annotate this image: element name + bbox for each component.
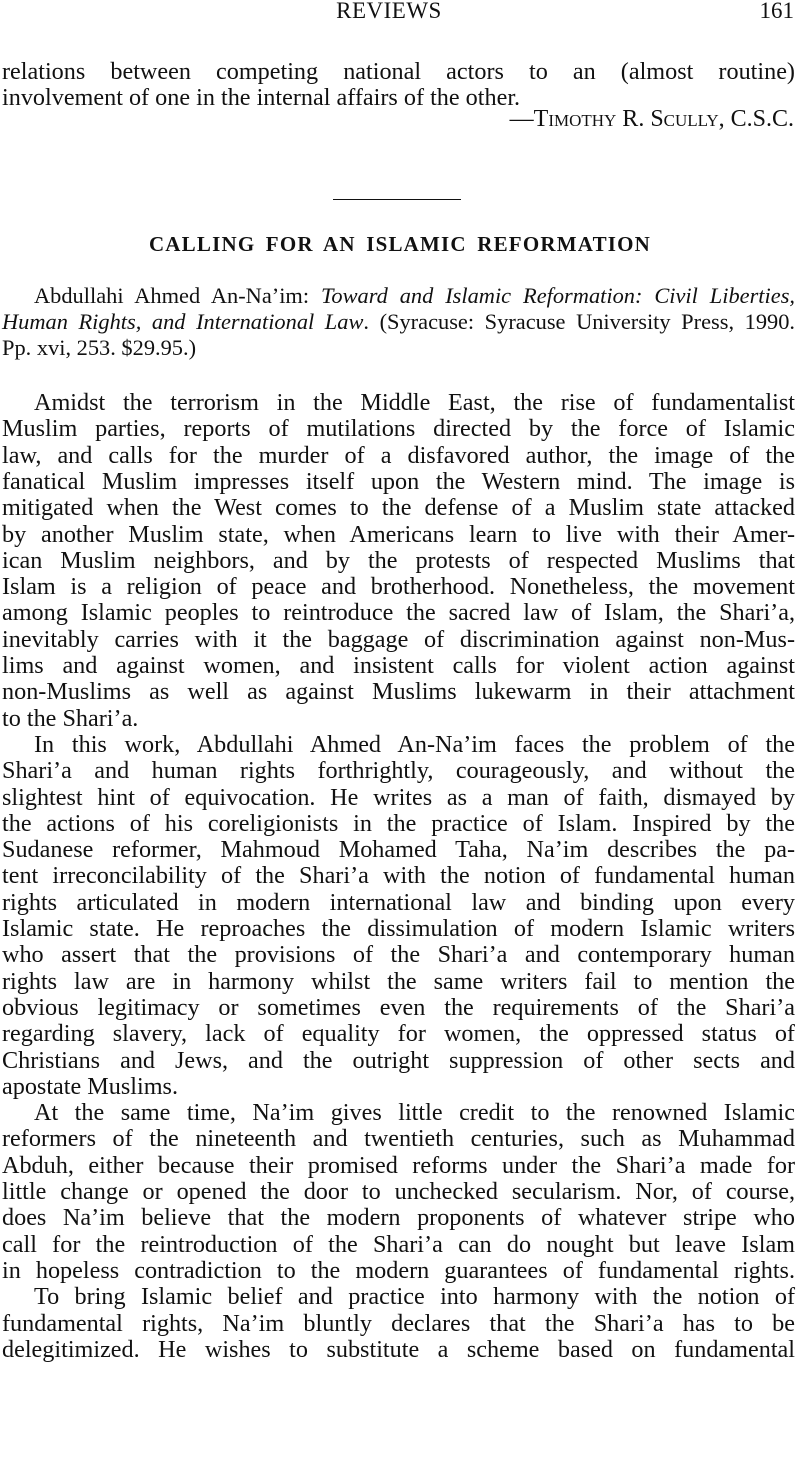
body-line: law, and calls for the murder of a disfavored author, the image of the (2, 441, 795, 469)
body-line: the actions of his coreligionists in the practice of Islam. Inspired by the (2, 809, 795, 837)
article-title: CALLING FOR AN ISLAMIC REFORMATION (148, 232, 652, 256)
body-line: tent irreconcilability of the Shari’a with the notion of fundamental human (2, 862, 795, 890)
body-line: delegitimized. He wishes to substitute a scheme based on fundamental (2, 1335, 795, 1363)
citation-line-1 (2, 283, 795, 309)
body-line: does Na’im believe that the modern proponents of whatever stripe who (2, 1204, 795, 1232)
body-line: apostate Muslims. (2, 1072, 179, 1100)
section-divider (333, 199, 461, 200)
body-line: little change or opened the door to unchecked secularism. Nor, of course, (2, 1178, 795, 1205)
body-line: call for the reintroduction of the Shari’a can do nought but leave Islam (2, 1230, 795, 1258)
body-line: lims and against women, and insistent calls for violent action against (2, 652, 795, 679)
body-line: Muslim parties, reports of mutilations directed by the force of Islamic (2, 415, 795, 443)
body-line: rights law are in harmony whilst the same writers fail to mention the (2, 967, 795, 995)
body-line: Islam is a religion of peace and brotherhood. Nonetheless, the movement (2, 573, 795, 601)
body-line: Islamic state. He reproaches the dissimulation of modern Islamic writers (2, 915, 795, 942)
body-line: Shari’a and human rights forthrightly, courageously, and without the (2, 757, 795, 785)
body-line: slightest hint of equivocation. He writes as a man of faith, dismayed by (2, 783, 795, 811)
body-line: fundamental rights, Na’im bluntly declares that the Shari’a has to be (2, 1309, 795, 1337)
page-number: 161 (759, 0, 794, 23)
body-line: reformers of the nineteenth and twentieth centuries, such as Muhammad (2, 1125, 795, 1153)
citation-book-title: Toward and Islamic Reformation: Civil Liberties, (320, 283, 795, 308)
body-line: in hopeless contradiction to the modern guarantees of fundamental rights. (2, 1256, 795, 1284)
body-line: mitigated when the West comes to the defense of a Muslim state attacked (2, 494, 795, 522)
body-line: rights articulated in modern international law and binding upon every (2, 888, 795, 916)
body-line: inevitably carries with it the baggage of discrimination against non-Mus- (2, 625, 795, 653)
reviewer-signature (510, 106, 794, 132)
citation-line-3: Pp. xvi, 253. $29.95.) (2, 335, 197, 360)
reviewer-name: Timothy R. Scully, C.S.C. (533, 106, 794, 132)
body-line: fanatical Muslim impresses itself upon the Western mind. The image is (2, 467, 795, 495)
body-line: among Islamic peoples to reintroduce the sacred law of Islam, the Shari’a, (2, 599, 795, 627)
citation-book-title-cont: Human Rights, and International Law (2, 309, 364, 334)
body-line: to the Shari’a. (2, 704, 139, 732)
body-line: At the same time, Na’im gives little credit to the renowned Islamic (34, 1099, 795, 1127)
body-line: who assert that the provisions of the Shari’a and contemporary human (2, 941, 795, 969)
signature-dash: — (509, 106, 534, 132)
body-line: regarding slavery, lack of equality for women, the oppressed status of (2, 1020, 795, 1048)
body-line: In this work, Abdullahi Ahmed An-Na’im faces the problem of the (34, 730, 795, 758)
body-line: Abduh, either because their promised reforms under the Shari’a made for (2, 1151, 795, 1179)
running-head (0, 0, 800, 24)
body-line: Christians and Jews, and the outright suppression of other sects and (2, 1046, 795, 1074)
body-line: obvious legitimacy or sometimes even the requirements of the Shari’a (2, 993, 795, 1021)
body-line: Sudanese reformer, Mahmoud Mohamed Taha, Na’im describes the pa- (2, 836, 795, 864)
body-line: To bring Islamic belief and practice into harmony with the notion of (34, 1283, 795, 1311)
prev-review-line: involvement of one in the internal affairs of the other. (2, 84, 521, 111)
citation-publisher: . (Syracuse: Syracuse University Press, 1990. (363, 309, 796, 334)
body-line: by another Muslim state, when Americans learn to live with their Amer- (2, 520, 795, 548)
body-line: Amidst the terrorism in the Middle East, the rise of fundamentalist (34, 389, 795, 416)
citation-author: Abdullahi Ahmed An-Na’im: (34, 283, 321, 308)
running-head-title: REVIEWS (336, 0, 442, 23)
citation-line-2 (2, 309, 795, 335)
body-line: ican Muslim neighbors, and by the protests of respected Muslims that (2, 546, 795, 574)
prev-review-line: relations between competing national actors to an (almost routine) (2, 58, 795, 85)
body-line: non-Muslims as well as against Muslims lukewarm in their attachment (2, 678, 795, 706)
